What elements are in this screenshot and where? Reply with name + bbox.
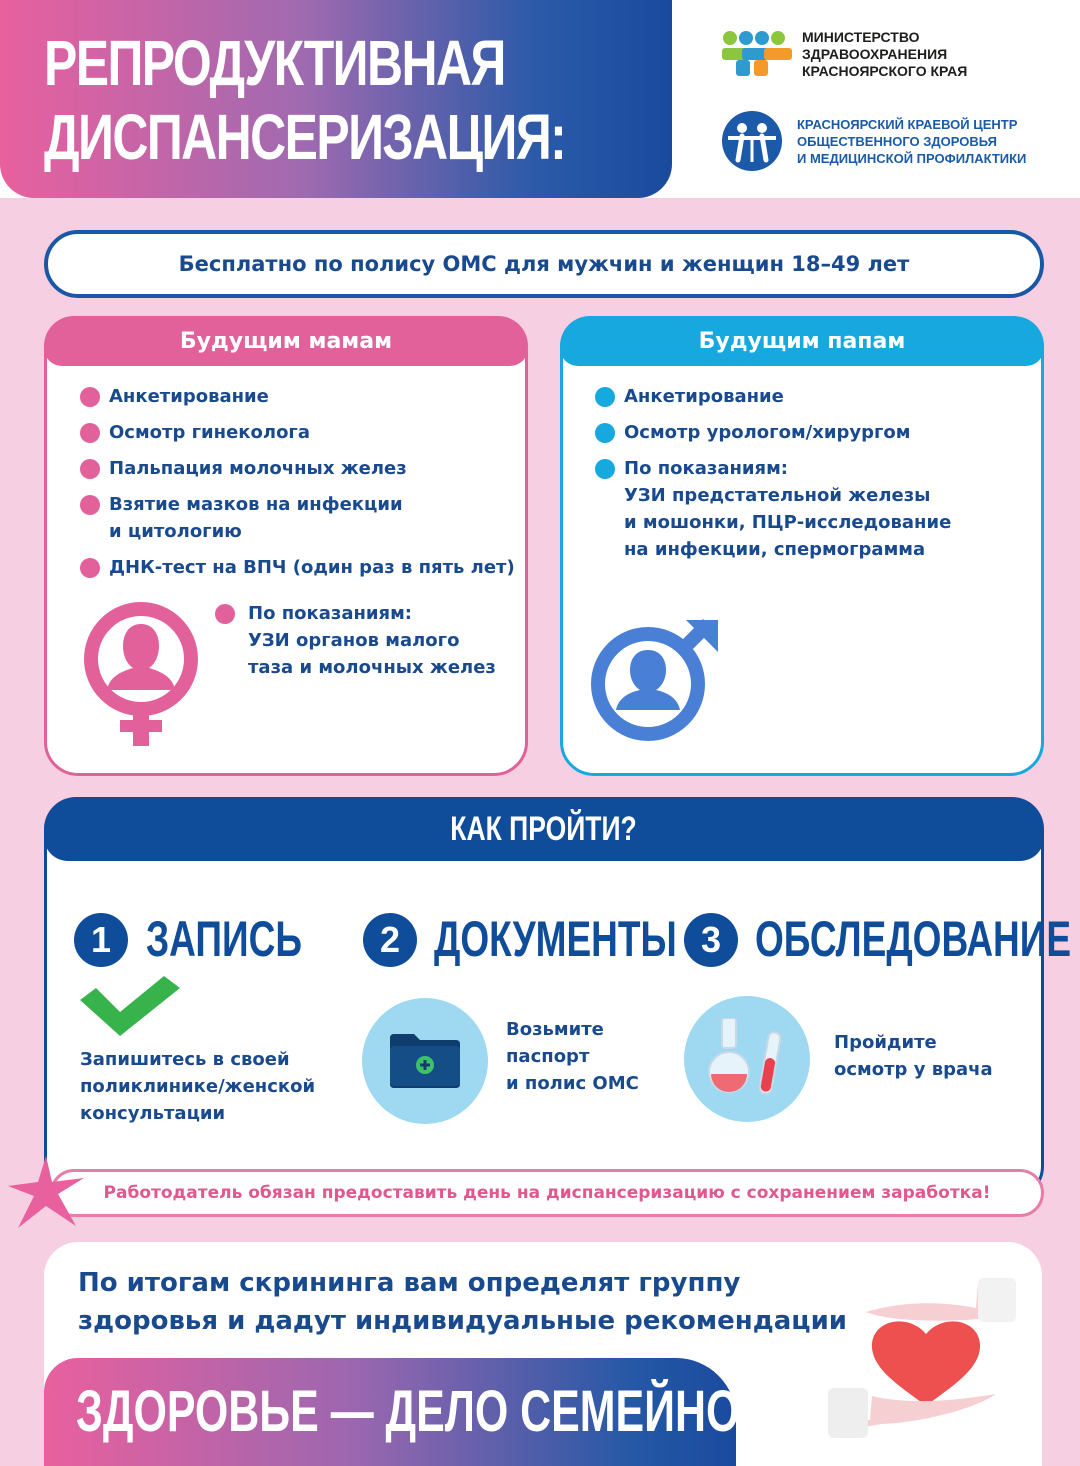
bullet-icon <box>215 604 235 624</box>
page-title-line-1: РЕПРОДУКТИВНАЯ <box>44 27 505 99</box>
checkmark-icon <box>76 976 182 1036</box>
item-line: на инфекции, спермограмма <box>624 539 926 560</box>
center-line: КРАСНОЯРСКИЙ КРАЕВОЙ ЦЕНТР <box>797 117 1018 132</box>
bullet-icon <box>595 423 615 443</box>
results-text <box>78 1264 847 1340</box>
heart-hands-icon <box>826 1272 1026 1462</box>
step-1-number: 1 <box>74 913 128 967</box>
item-text <box>624 455 951 563</box>
step-line: консультации <box>80 1103 226 1124</box>
item-text: Пальпация молочных желез <box>109 458 407 479</box>
item-text <box>109 491 403 545</box>
female-symbol-icon <box>82 600 200 750</box>
center-line: И МЕДИЦИНСКОЙ ПРОФИЛАКТИКИ <box>797 151 1027 166</box>
howto-title <box>44 797 1044 861</box>
item-text: Анкетирование <box>624 386 784 407</box>
bullet-icon <box>80 558 100 578</box>
item-text: Осмотр гинеколога <box>109 422 310 443</box>
item-line: УЗИ органов малого <box>248 630 460 651</box>
star-burst-icon <box>8 1156 84 1228</box>
page-title-line-2: ДИСПАНСЕРИЗАЦИЯ: <box>44 101 566 173</box>
item-line: По показаниям: <box>248 603 412 624</box>
center-line: ОБЩЕСТВЕННОГО ЗДОРОВЬЯ <box>797 134 997 149</box>
health-center-logo-icon <box>720 110 784 172</box>
step-1-text <box>80 1046 315 1127</box>
ministry-line: МИНИСТЕРСТВО <box>802 29 920 45</box>
male-symbol-icon <box>590 616 722 746</box>
flask-icon <box>706 1018 790 1098</box>
ministry-logo-icon <box>720 30 794 78</box>
item-line: Взятие мазков на инфекции <box>109 494 403 515</box>
step-2-title: ДОКУМЕНТЫ <box>434 911 677 967</box>
item-line: и мошонки, ПЦР-исследование <box>624 512 952 533</box>
list-item <box>80 491 520 545</box>
step-2-text <box>506 1016 639 1097</box>
employer-notice: Работодатель обязан предоставить день на диспансеризацию с сохранением заработка! <box>50 1169 1044 1217</box>
slogan: ЗДОРОВЬЕ — ДЕЛО СЕМЕЙНОЕ <box>76 1379 769 1444</box>
step-line: Запишитесь в своей <box>80 1049 290 1070</box>
bullet-icon <box>80 423 100 443</box>
ministry-line: КРАСНОЯРСКОГО КРАЯ <box>802 63 968 79</box>
step-line: и полис ОМС <box>506 1073 639 1094</box>
list-item <box>595 419 1035 446</box>
ministry-line: ЗДРАВООХРАНЕНИЯ <box>802 46 948 62</box>
item-text: Анкетирование <box>109 386 269 407</box>
folder-icon <box>388 1032 462 1088</box>
list-item <box>80 419 520 446</box>
step-line: Возьмите <box>506 1019 604 1040</box>
item-text: Осмотр урологом/хирургом <box>624 422 911 443</box>
moms-extra-item <box>215 600 496 681</box>
bullet-icon <box>80 495 100 515</box>
step-line: поликлинике/женской <box>80 1076 316 1097</box>
item-line: УЗИ предстательной железы <box>624 485 931 506</box>
item-line: таза и молочных желез <box>248 657 496 678</box>
list-item <box>80 554 520 581</box>
list-item <box>80 455 520 482</box>
item-line: По показаниям: <box>624 458 788 479</box>
step-3-number: 3 <box>684 913 738 967</box>
health-center-logo-text <box>797 116 1026 167</box>
step-line: осмотр у врача <box>834 1059 993 1080</box>
bullet-icon <box>595 459 615 479</box>
item-text: ДНК-тест на ВПЧ (один раз в пять лет) <box>109 557 515 578</box>
list-item <box>595 383 1035 410</box>
dads-list <box>595 383 1035 563</box>
results-line: здоровья и дадут индивидуальные рекомендации <box>78 1306 848 1336</box>
dads-card-title: Будущим папам <box>560 316 1044 366</box>
step-2-number: 2 <box>363 913 417 967</box>
step-line: паспорт <box>506 1046 590 1067</box>
step-1-title: ЗАПИСЬ <box>146 911 302 967</box>
bullet-icon <box>595 387 615 407</box>
item-text <box>248 600 496 681</box>
step-3-title: ОБСЛЕДОВАНИЕ <box>755 911 1072 967</box>
list-item <box>80 383 520 410</box>
free-oms-banner: Бесплатно по полису ОМС для мужчин и женщин 18–49 лет <box>44 230 1044 298</box>
item-line: и цитологию <box>109 521 242 542</box>
moms-list <box>80 383 520 581</box>
step-3-text <box>834 1029 993 1083</box>
howto-title-text: КАК ПРОЙТИ? <box>450 809 638 848</box>
list-item <box>595 455 1035 563</box>
bullet-icon <box>80 459 100 479</box>
bullet-icon <box>80 387 100 407</box>
results-line: По итогам скрининга вам определят группу <box>78 1268 741 1298</box>
moms-card-title: Будущим мамам <box>44 316 528 366</box>
step-line: Пройдите <box>834 1032 937 1053</box>
ministry-logo-text <box>802 29 967 80</box>
